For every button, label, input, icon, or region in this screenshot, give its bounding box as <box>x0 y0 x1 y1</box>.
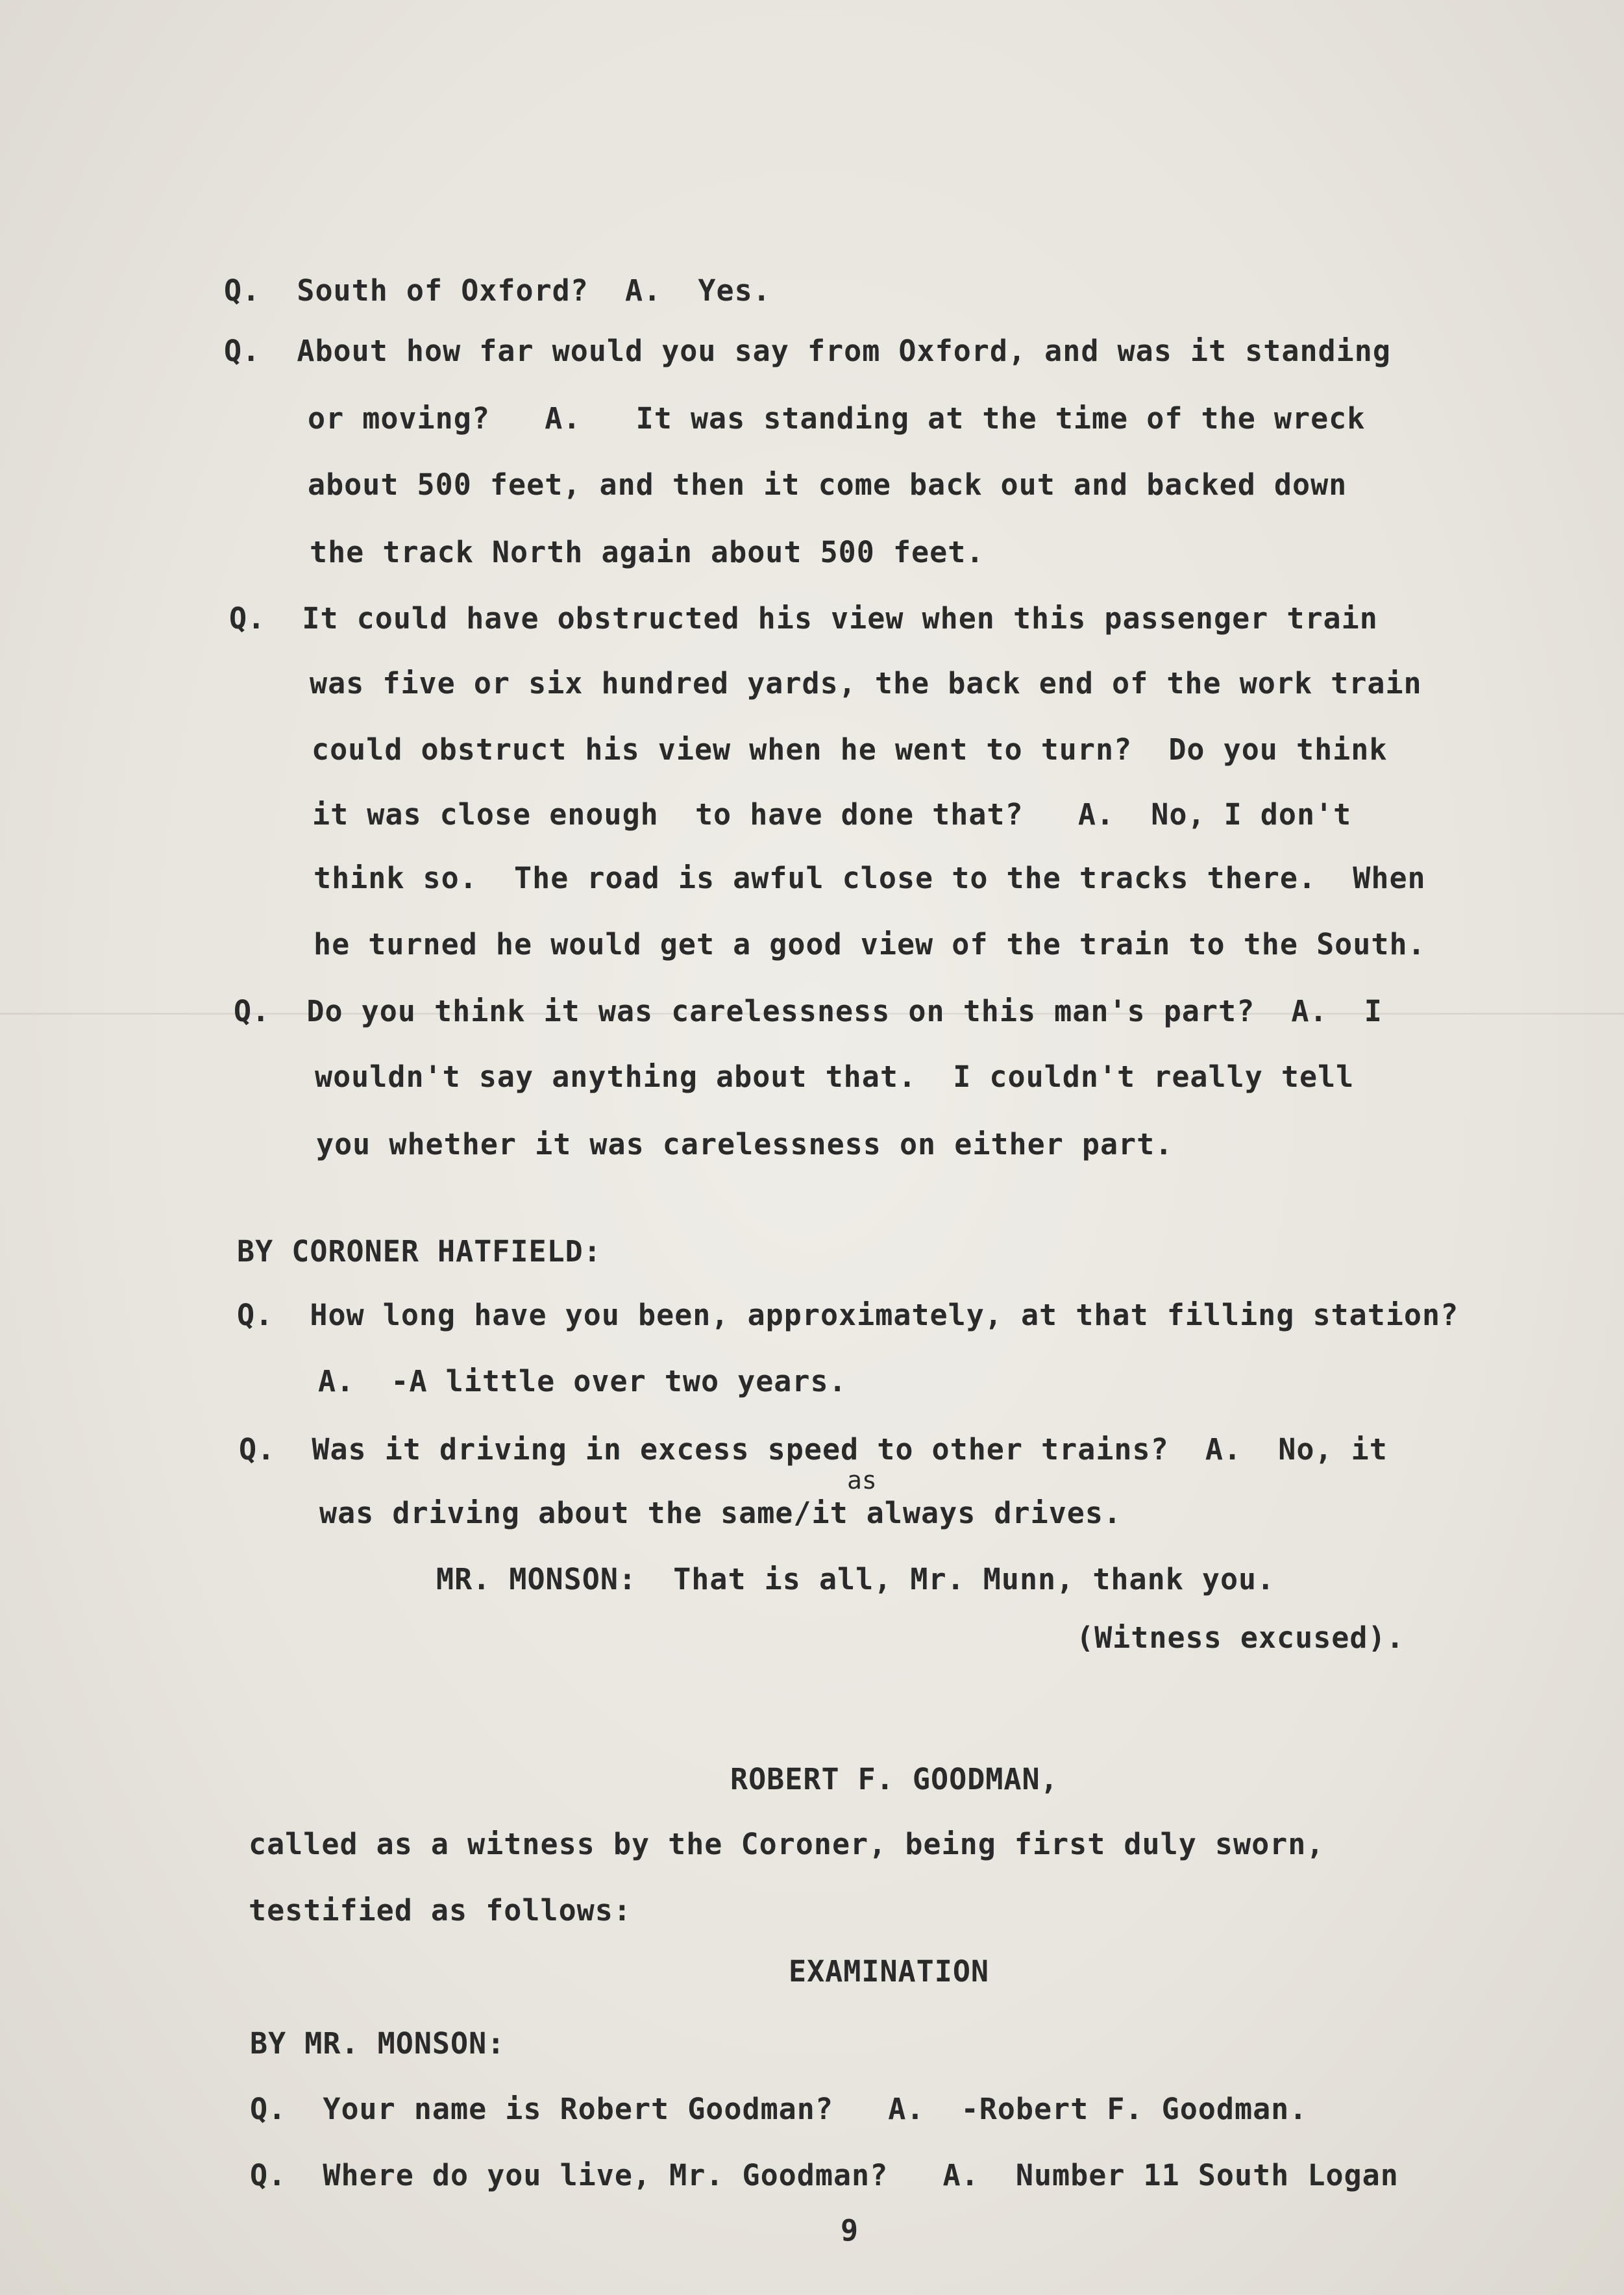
text-line: Q. About how far would you say from Oxford, and was it standing <box>224 334 1391 368</box>
text-line: you whether it was carelessness on either part. <box>316 1127 1174 1161</box>
text-line: A. -A little over two years. <box>318 1364 847 1398</box>
handwritten-insertion: as <box>847 1466 877 1495</box>
text-line: (Witness excused). <box>1076 1620 1405 1655</box>
text-line: he turned he would get a good view of the train to the South. <box>314 927 1426 961</box>
section-heading: BY CORONER HATFIELD: <box>237 1234 602 1269</box>
text-line: or moving? A. It was standing at the time of the wreck <box>308 401 1366 436</box>
page-number: 9 <box>841 2213 859 2248</box>
text-line: MR. MONSON: That is all, Mr. Munn, thank you. <box>436 1562 1275 1596</box>
text-line: think so. The road is awful close to the tracks there. When <box>314 861 1426 895</box>
text-line: it was close enough to have done that? A. No, I don't <box>312 797 1352 832</box>
text-line: wouldn't say anything about that. I couldn't really tell <box>315 1060 1355 1094</box>
text-line: Q. Where do you live, Mr. Goodman? A. Number 11 South Logan <box>250 2158 1399 2192</box>
text-line: testified as follows: <box>249 1893 632 1928</box>
text-line: was five or six hundred yards, the back end of the work train <box>310 666 1422 701</box>
text-line: Q. Do you think it was carelessness on this man's part? A. I <box>234 994 1383 1028</box>
text-line: Q. How long have you been, approximately, at that filling station? <box>237 1298 1459 1332</box>
text-line: Q. It could have obstructed his view when this passenger train <box>229 601 1378 636</box>
text-line: Q. South of Oxford? A. Yes. <box>224 273 771 308</box>
witness-name: ROBERT F. GOODMAN, <box>730 1762 1059 1796</box>
text-line: about 500 feet, and then it come back out and backed down <box>308 467 1347 502</box>
text-line: Q. Was it driving in excess speed to other trains? A. No, it <box>239 1432 1388 1467</box>
text-line: could obstruct his view when he went to turn? Do you think <box>312 732 1388 767</box>
text-line: called as a witness by the Coroner, being first duly sworn, <box>249 1827 1325 1861</box>
text-line: was driving about the same/it always drives. <box>319 1496 1122 1530</box>
section-heading: BY MR. MONSON: <box>250 2026 506 2061</box>
text-line: the track North again about 500 feet. <box>310 535 985 569</box>
text-line: Q. Your name is Robert Goodman? A. -Robert F. Goodman. <box>250 2092 1308 2126</box>
section-heading: EXAMINATION <box>789 1954 990 1989</box>
